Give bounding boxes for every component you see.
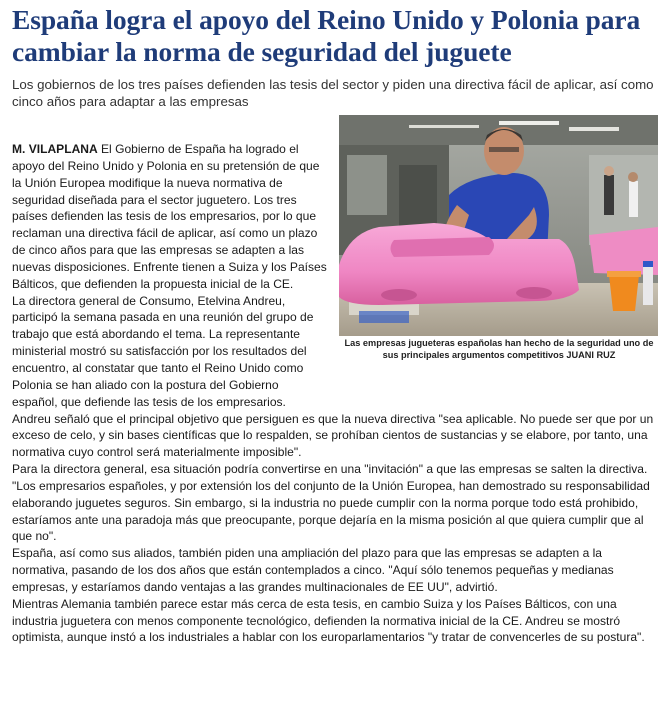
paragraph: España, así como sus aliados, también piden una ampliación del plazo para que las empresas se adapten a la normativa, pasando de los dos años que están contemplados a cinco. "Aquí sólo tenemos pequeñas y medianas empresas, y estaríamos dando ventajas a las grandes multinacionales de EE UU", advirtió. — [12, 546, 614, 594]
photo-caption: Las empresas jugueteras españolas han hecho de la seguridad uno de sus principales argumentos competitivos JUANI RUZ — [344, 338, 654, 360]
paragraph: La directora general de Consumo, Etelvina Andreu, participó la semana pasada en una reunión del grupo de trabajo que está abordando el tema. La representante ministerial mostró su satisfacción por los resultados del encuentro, al constatar que tanto el Reino Unido como Polonia se han aliado con la postura del Gobierno español, que defiende las tesis de los empresarios. — [12, 293, 314, 409]
lead-text: El Gobierno de España ha logrado el apoyo del Reino Unido y Polonia en su pretensión de que la Unión Europea modifique la nueva normativa de seguridad diseñada para el sector juguetero. Los tres países defienden las tesis de los empresarios, por lo que reclaman una directiva fácil de aplicar, así como un plazo de cinco años para que las empresas se adapten a las nuevas disposiciones. Enfrente tienen a Suiza y los Países Bálticos, que defienden la propuesta inicial de la CE. — [12, 142, 327, 291]
paragraph: Andreu señaló que el principal objetivo que persiguen es que la nueva directiva "sea aplicable. No puede ser que por un exceso de celo, y sin bases científicas que lo respalden, se prohíban cientos de sustancias y se elabore, por tanto, una normativa cuyo control será materialmente imposible". — [12, 411, 654, 460]
subheadline: Los gobiernos de los tres países defienden las tesis del sector y piden una directiva fácil de aplicar, así como cinco años para adaptar a las empresas — [12, 77, 654, 109]
headline: España logra el apoyo del Reino Unido y Polonia para cambiar la norma de seguridad del juguete — [12, 4, 641, 67]
paragraph: Para la directora general, esa situación podría convertirse en una "invitación" a que las empresas se salten la directiva. "Los empresarios españoles, y por extensión los del conjunto de la Unión Europea, han demostrado su responsabilidad elaborando juguetes seguros. Sin embargo, si la industria no puede cumplir con la norma porque todo está prohibido, estaríamos ante una paradoja más que preocupante, porque dejaría en la misma posición al que quiera cumplir que al que no". — [12, 462, 650, 544]
photo-wrap-spacer — [327, 141, 659, 391]
article-body — [12, 141, 659, 646]
byline: M. VILAPLANA — [12, 142, 98, 156]
paragraph: Mientras Alemania también parece estar más cerca de esta tesis, en cambio Suiza y los Países Bálticos, con una industria juguetera con menos componente tecnológico, defienden la normativa inicial de la CE. Andreu se mostró optimista, aunque instó a los industriales a hablar con los europarlamentarios "y tratar de convencerles de su postura". — [12, 596, 645, 645]
